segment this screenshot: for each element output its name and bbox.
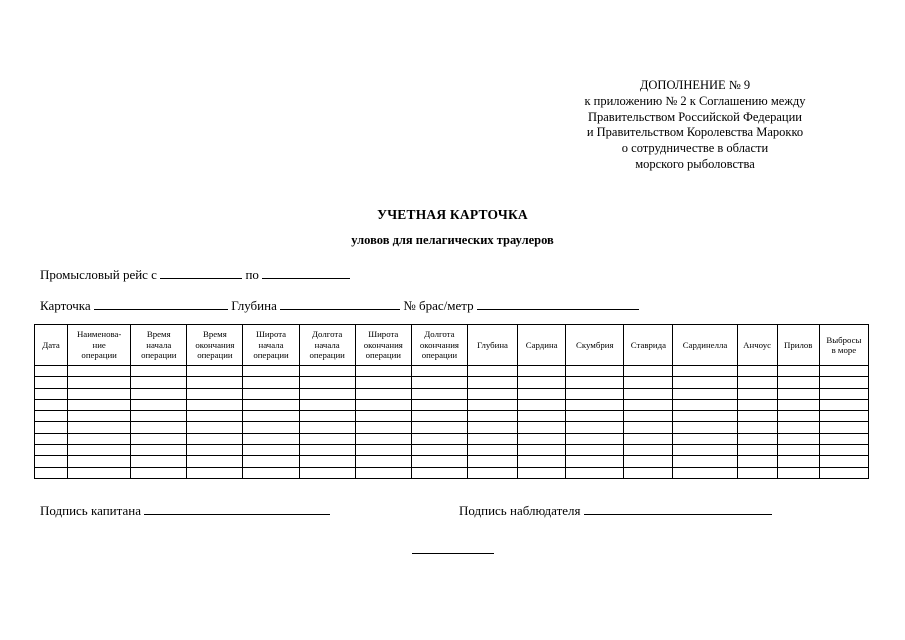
- table-cell[interactable]: [411, 456, 467, 467]
- captain-signature-label: Подпись капитана: [40, 503, 141, 518]
- haul-label: № брас/метр: [403, 298, 474, 313]
- table-cell[interactable]: [737, 388, 777, 399]
- table-cell[interactable]: [467, 411, 517, 422]
- table-cell[interactable]: [819, 377, 868, 388]
- observer-signature-label: Подпись наблюдателя: [459, 503, 581, 518]
- table-cell[interactable]: [777, 411, 819, 422]
- table-cell[interactable]: [243, 433, 299, 444]
- table-cell[interactable]: [35, 456, 68, 467]
- table-cell[interactable]: [673, 433, 737, 444]
- table-row: [35, 467, 869, 478]
- column-header: Широта начала операции: [243, 325, 299, 366]
- header-row: [35, 325, 869, 366]
- table-cell[interactable]: [131, 411, 187, 422]
- table-cell[interactable]: [355, 377, 411, 388]
- table-cell[interactable]: [35, 388, 68, 399]
- table-cell[interactable]: [187, 456, 243, 467]
- table-cell[interactable]: [68, 377, 131, 388]
- table-cell[interactable]: [673, 445, 737, 456]
- annex-line: морского рыболовства: [635, 156, 755, 171]
- table-cell[interactable]: [131, 388, 187, 399]
- observer-signature-blank[interactable]: [584, 502, 772, 515]
- table-cell[interactable]: [819, 422, 868, 433]
- table-cell[interactable]: [518, 445, 566, 456]
- column-header: Глубина: [467, 325, 517, 366]
- table-cell[interactable]: [624, 377, 673, 388]
- table-cell[interactable]: [411, 388, 467, 399]
- table-row: [35, 388, 869, 399]
- table-cell[interactable]: [819, 411, 868, 422]
- table-cell[interactable]: [566, 366, 624, 377]
- table-cell[interactable]: [299, 445, 355, 456]
- table-cell[interactable]: [299, 377, 355, 388]
- table-cell[interactable]: [243, 366, 299, 377]
- table-cell[interactable]: [673, 411, 737, 422]
- table-cell[interactable]: [35, 411, 68, 422]
- closing-divider: [412, 553, 494, 554]
- table-cell[interactable]: [68, 445, 131, 456]
- table-row: [35, 399, 869, 410]
- table-cell[interactable]: [35, 467, 68, 478]
- captain-signature: [40, 502, 330, 519]
- table-cell[interactable]: [518, 433, 566, 444]
- table-cell[interactable]: [467, 399, 517, 410]
- column-header: Время окончания операции: [187, 325, 243, 366]
- table-cell[interactable]: [411, 377, 467, 388]
- depth-label: Глубина: [231, 298, 277, 313]
- table-cell[interactable]: [299, 467, 355, 478]
- annex-reference: [540, 78, 850, 173]
- observer-signature: [459, 502, 772, 519]
- column-header: Долгота окончания операции: [411, 325, 467, 366]
- table-cell[interactable]: [737, 467, 777, 478]
- table-cell[interactable]: [299, 456, 355, 467]
- table-cell[interactable]: [624, 399, 673, 410]
- trip-start-blank[interactable]: [160, 266, 242, 279]
- table-cell[interactable]: [673, 388, 737, 399]
- table-cell[interactable]: [819, 467, 868, 478]
- table-cell[interactable]: [187, 445, 243, 456]
- table-cell[interactable]: [355, 411, 411, 422]
- table-cell[interactable]: [777, 445, 819, 456]
- table-cell[interactable]: [737, 377, 777, 388]
- table-cell[interactable]: [566, 422, 624, 433]
- table-cell[interactable]: [777, 399, 819, 410]
- table-cell[interactable]: [68, 433, 131, 444]
- table-row: [35, 366, 869, 377]
- table-cell[interactable]: [411, 467, 467, 478]
- table-cell[interactable]: [467, 456, 517, 467]
- table-cell[interactable]: [187, 388, 243, 399]
- table-row: [35, 445, 869, 456]
- table-cell[interactable]: [566, 399, 624, 410]
- card-info-line: [40, 297, 639, 314]
- table-cell[interactable]: [624, 411, 673, 422]
- table-cell[interactable]: [411, 445, 467, 456]
- table-cell[interactable]: [355, 445, 411, 456]
- table-cell[interactable]: [131, 467, 187, 478]
- table-cell[interactable]: [737, 411, 777, 422]
- table-cell[interactable]: [68, 388, 131, 399]
- table-cell[interactable]: [819, 399, 868, 410]
- table-cell[interactable]: [518, 467, 566, 478]
- table-cell[interactable]: [566, 445, 624, 456]
- table-cell[interactable]: [243, 456, 299, 467]
- table-cell[interactable]: [243, 377, 299, 388]
- table-cell[interactable]: [518, 456, 566, 467]
- table-cell[interactable]: [187, 433, 243, 444]
- table-cell[interactable]: [566, 377, 624, 388]
- table-cell[interactable]: [299, 388, 355, 399]
- table-cell[interactable]: [35, 445, 68, 456]
- table-cell[interactable]: [187, 411, 243, 422]
- column-header: Долгота начала операции: [299, 325, 355, 366]
- column-header: Скумбрия: [566, 325, 624, 366]
- card-number-blank[interactable]: [94, 297, 228, 310]
- table-cell[interactable]: [68, 411, 131, 422]
- table-cell[interactable]: [819, 445, 868, 456]
- table-cell[interactable]: [819, 366, 868, 377]
- table-cell[interactable]: [566, 467, 624, 478]
- table-body: [35, 366, 869, 479]
- table-cell[interactable]: [299, 366, 355, 377]
- table-row: [35, 433, 869, 444]
- table-cell[interactable]: [566, 456, 624, 467]
- table-cell[interactable]: [737, 422, 777, 433]
- table-cell[interactable]: [819, 456, 868, 467]
- table-cell[interactable]: [411, 366, 467, 377]
- table-cell[interactable]: [243, 399, 299, 410]
- table-cell[interactable]: [131, 445, 187, 456]
- table-cell[interactable]: [624, 366, 673, 377]
- table-cell[interactable]: [35, 399, 68, 410]
- table-cell[interactable]: [566, 433, 624, 444]
- table-cell[interactable]: [131, 366, 187, 377]
- table-cell[interactable]: [624, 456, 673, 467]
- trip-to-label: по: [245, 267, 259, 282]
- table-cell[interactable]: [355, 366, 411, 377]
- table-cell[interactable]: [777, 456, 819, 467]
- table-cell[interactable]: [467, 433, 517, 444]
- table-cell[interactable]: [467, 445, 517, 456]
- table-cell[interactable]: [737, 366, 777, 377]
- table-cell[interactable]: [777, 377, 819, 388]
- annex-line: Правительством Российской Федерации: [587, 109, 802, 124]
- column-header: Выбросы в море: [819, 325, 868, 366]
- table-row: [35, 411, 869, 422]
- column-header: Наименова- ние операции: [68, 325, 131, 366]
- card-label: Карточка: [40, 298, 91, 313]
- table-cell[interactable]: [35, 422, 68, 433]
- table-cell[interactable]: [467, 388, 517, 399]
- table-cell[interactable]: [819, 388, 868, 399]
- table-cell[interactable]: [467, 422, 517, 433]
- table-cell[interactable]: [518, 422, 566, 433]
- table-cell[interactable]: [673, 456, 737, 467]
- table-cell[interactable]: [68, 366, 131, 377]
- table-cell[interactable]: [467, 366, 517, 377]
- table-cell[interactable]: [624, 422, 673, 433]
- table-cell[interactable]: [777, 388, 819, 399]
- trip-dates-line: [40, 266, 350, 283]
- table-cell[interactable]: [299, 422, 355, 433]
- table-cell[interactable]: [243, 467, 299, 478]
- table-cell[interactable]: [355, 456, 411, 467]
- annex-line: ДОПОЛНЕНИЕ № 9: [639, 78, 751, 92]
- table-cell[interactable]: [673, 399, 737, 410]
- table-cell[interactable]: [131, 399, 187, 410]
- table-cell[interactable]: [131, 433, 187, 444]
- table-cell[interactable]: [411, 422, 467, 433]
- table-cell[interactable]: [299, 433, 355, 444]
- table-cell[interactable]: [819, 433, 868, 444]
- table-cell[interactable]: [518, 377, 566, 388]
- table-cell[interactable]: [243, 445, 299, 456]
- table-cell[interactable]: [624, 445, 673, 456]
- document-subtitle: уловов для пелагических траулеров: [351, 233, 554, 247]
- trip-end-blank[interactable]: [262, 266, 350, 279]
- table-cell[interactable]: [243, 388, 299, 399]
- table-cell[interactable]: [35, 366, 68, 377]
- column-header: Дата: [35, 325, 68, 366]
- table-cell[interactable]: [35, 433, 68, 444]
- table-cell[interactable]: [187, 399, 243, 410]
- table-cell[interactable]: [673, 422, 737, 433]
- table-cell[interactable]: [673, 467, 737, 478]
- table-cell[interactable]: [518, 366, 566, 377]
- table-cell[interactable]: [624, 433, 673, 444]
- table-cell[interactable]: [243, 422, 299, 433]
- haul-blank[interactable]: [477, 297, 639, 310]
- table-cell[interactable]: [624, 467, 673, 478]
- table-cell[interactable]: [411, 433, 467, 444]
- table-cell[interactable]: [737, 399, 777, 410]
- table-cell[interactable]: [35, 377, 68, 388]
- table-row: [35, 456, 869, 467]
- table-cell[interactable]: [68, 456, 131, 467]
- table-cell[interactable]: [355, 433, 411, 444]
- table-cell[interactable]: [131, 377, 187, 388]
- annex-line: о сотрудничестве в области: [621, 141, 769, 156]
- table-cell[interactable]: [411, 399, 467, 410]
- column-header: Широта окончания операции: [355, 325, 411, 366]
- table-cell[interactable]: [131, 422, 187, 433]
- table-cell[interactable]: [777, 422, 819, 433]
- column-header: Анчоус: [737, 325, 777, 366]
- table-cell[interactable]: [355, 467, 411, 478]
- table-cell[interactable]: [566, 411, 624, 422]
- table-row: [35, 422, 869, 433]
- table-cell[interactable]: [187, 467, 243, 478]
- column-header: Сардина: [518, 325, 566, 366]
- table-cell[interactable]: [777, 467, 819, 478]
- table-cell[interactable]: [467, 377, 517, 388]
- table-cell[interactable]: [673, 366, 737, 377]
- annex-line: к приложению № 2 к Соглашению между: [584, 93, 806, 108]
- table-cell[interactable]: [68, 399, 131, 410]
- table-cell[interactable]: [187, 422, 243, 433]
- table-cell[interactable]: [355, 399, 411, 410]
- captain-signature-blank[interactable]: [144, 502, 330, 515]
- table-cell[interactable]: [187, 366, 243, 377]
- table-cell[interactable]: [299, 399, 355, 410]
- table-cell[interactable]: [737, 456, 777, 467]
- table-cell[interactable]: [518, 411, 566, 422]
- table-cell[interactable]: [673, 377, 737, 388]
- catch-table: [34, 324, 869, 479]
- column-header: Ставрида: [624, 325, 673, 366]
- column-header: Сардинелла: [673, 325, 737, 366]
- table-cell[interactable]: [737, 433, 777, 444]
- table-cell[interactable]: [68, 422, 131, 433]
- table-cell[interactable]: [299, 411, 355, 422]
- table-cell[interactable]: [518, 388, 566, 399]
- table-cell[interactable]: [411, 411, 467, 422]
- table-cell[interactable]: [777, 433, 819, 444]
- table-cell[interactable]: [355, 422, 411, 433]
- column-header: Прилов: [777, 325, 819, 366]
- document-title: УЧЕТНАЯ КАРТОЧКА: [377, 207, 528, 222]
- annex-line: и Правительством Королевства Марокко: [586, 125, 804, 140]
- table-cell[interactable]: [187, 377, 243, 388]
- table-cell[interactable]: [624, 388, 673, 399]
- table-cell[interactable]: [777, 366, 819, 377]
- column-header: Время начала операции: [131, 325, 187, 366]
- depth-blank[interactable]: [280, 297, 400, 310]
- table-cell[interactable]: [355, 388, 411, 399]
- table-cell[interactable]: [243, 411, 299, 422]
- table-cell[interactable]: [518, 399, 566, 410]
- table-cell[interactable]: [131, 456, 187, 467]
- table-row: [35, 377, 869, 388]
- table-cell[interactable]: [737, 445, 777, 456]
- table-cell[interactable]: [68, 467, 131, 478]
- table-cell[interactable]: [467, 467, 517, 478]
- trip-label: Промысловый рейс с: [40, 267, 157, 282]
- table-cell[interactable]: [566, 388, 624, 399]
